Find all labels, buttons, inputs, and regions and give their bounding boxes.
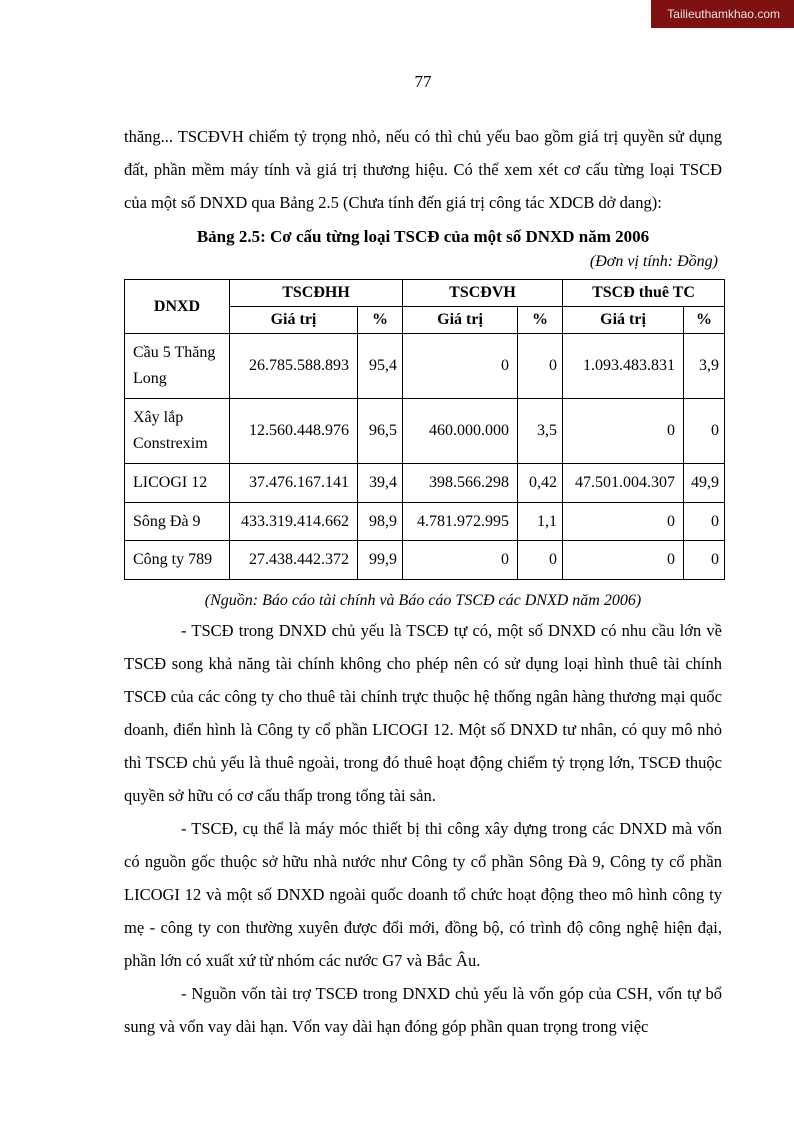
- table-row: [125, 334, 725, 399]
- table-row: [125, 502, 725, 541]
- cell-value: 0: [403, 334, 518, 399]
- page-number: 77: [414, 72, 432, 91]
- row-name: Xây lắp Constrexim: [125, 399, 230, 464]
- table-source-note: (Nguồn: Báo cáo tài chính và Báo cáo TSCĐ các DNXD năm 2006): [204, 591, 642, 609]
- header-tscdhh: TSCĐHH: [230, 280, 403, 307]
- cell-pct: 99,9: [358, 541, 403, 580]
- cell-pct: 49,9: [684, 464, 725, 503]
- cell-value: 37.476.167.141: [230, 464, 358, 503]
- cell-value: 0: [563, 541, 684, 580]
- row-name: Công ty 789: [125, 541, 230, 580]
- cell-pct: 0: [518, 334, 563, 399]
- cell-value: 0: [563, 399, 684, 464]
- cell-value: 433.319.414.662: [230, 502, 358, 541]
- cell-pct: 0,42: [518, 464, 563, 503]
- table-title: Bảng 2.5: Cơ cấu từng loại TSCĐ của một số DNXD năm 2006: [196, 227, 650, 246]
- table-header-row-groups: [125, 280, 725, 307]
- row-name: LICOGI 12: [125, 464, 230, 503]
- subheader-pct-tc: %: [684, 307, 725, 334]
- cell-pct: 0: [518, 541, 563, 580]
- cell-value: 26.785.588.893: [230, 334, 358, 399]
- row-name: Cầu 5 Thăng Long: [125, 334, 230, 399]
- table-row: [125, 541, 725, 580]
- cell-pct: 95,4: [358, 334, 403, 399]
- cell-pct: 1,1: [518, 502, 563, 541]
- tscd-table: [124, 279, 725, 580]
- cell-pct: 0: [684, 399, 725, 464]
- cell-value: 398.566.298: [403, 464, 518, 503]
- watermark-banner: Tailieuthamkhao.com: [651, 0, 794, 28]
- subheader-pct-hh: %: [358, 307, 403, 334]
- cell-value: 27.438.442.372: [230, 541, 358, 580]
- cell-value: 4.781.972.995: [403, 502, 518, 541]
- header-dnxd: DNXD: [125, 280, 230, 334]
- subheader-giatri-hh: Giá trị: [230, 307, 358, 334]
- table-row: [125, 464, 725, 503]
- table-row: [125, 399, 725, 464]
- subheader-giatri-vh: Giá trị: [403, 307, 518, 334]
- row-name: Sông Đà 9: [125, 502, 230, 541]
- cell-value: 1.093.483.831: [563, 334, 684, 399]
- cell-value: 0: [403, 541, 518, 580]
- cell-pct: 98,9: [358, 502, 403, 541]
- subheader-giatri-tc: Giá trị: [563, 307, 684, 334]
- cell-pct: 3,9: [684, 334, 725, 399]
- cell-value: 47.501.004.307: [563, 464, 684, 503]
- table-unit-note: (Đơn vị tính: Đồng): [589, 253, 718, 270]
- cell-pct: 3,5: [518, 399, 563, 464]
- cell-value: 0: [563, 502, 684, 541]
- paragraph-1: - TSCĐ trong DNXD chủ yếu là TSCĐ tự có, một số DNXD có nhu cầu lớn về TSCĐ song khả năng tài chính không cho phép nên có sử dụng loại hình thuê tài chính TSCĐ của các công ty cho thuê tài chính trực thuộc hệ thống ngân hàng thương mại quốc doanh, điển hình là Công ty cổ phần LICOGI 12. Một số DNXD tư nhân, có quy mô nhỏ thì TSCĐ chủ yếu là thuê ngoài, trong đó thuê hoạt động chiếm tỷ trọng lớn, TSCĐ thuộc quyền sở hữu có cơ cấu thấp trong tổng tài sản.: [124, 620, 722, 805]
- header-tscdvh: TSCĐVH: [403, 280, 563, 307]
- header-tscd-thue-tc: TSCĐ thuê TC: [563, 280, 725, 307]
- subheader-pct-vh: %: [518, 307, 563, 334]
- intro-paragraph: thăng... TSCĐVH chiếm tỷ trọng nhỏ, nếu có thì chủ yếu bao gồm giá trị quyền sử dụng đất, phần mềm máy tính và giá trị thương hiệu. Có thể xem xét cơ cấu từng loại TSCĐ của một số DNXD qua Bảng 2.5 (Chưa tính đến giá trị công tác XDCB dở dang):: [124, 127, 722, 212]
- cell-value: 460.000.000: [403, 399, 518, 464]
- cell-pct: 39,4: [358, 464, 403, 503]
- paragraph-2: - TSCĐ, cụ thể là máy móc thiết bị thi công xây dựng trong các DNXD mà vốn có nguồn gốc thuộc sở hữu nhà nước như Công ty cổ phần Sông Đà 9, Công ty cổ phần LICOGI 12 và một số DNXD ngoài quốc doanh tổ chức hoạt động theo mô hình công ty mẹ - công ty con thường xuyên được đổi mới, đồng bộ, có trình độ công nghệ hiện đại, phần lớn có xuất xứ từ nhóm các nước G7 và Bắc Âu.: [124, 818, 722, 970]
- cell-pct: 96,5: [358, 399, 403, 464]
- cell-pct: 0: [684, 541, 725, 580]
- cell-value: 12.560.448.976: [230, 399, 358, 464]
- paragraph-3: - Nguồn vốn tài trợ TSCĐ trong DNXD chủ yếu là vốn góp của CSH, vốn tự bổ sung và vốn vay dài hạn. Vốn vay dài hạn đóng góp phần quan trọng trong việc: [124, 983, 722, 1036]
- cell-pct: 0: [684, 502, 725, 541]
